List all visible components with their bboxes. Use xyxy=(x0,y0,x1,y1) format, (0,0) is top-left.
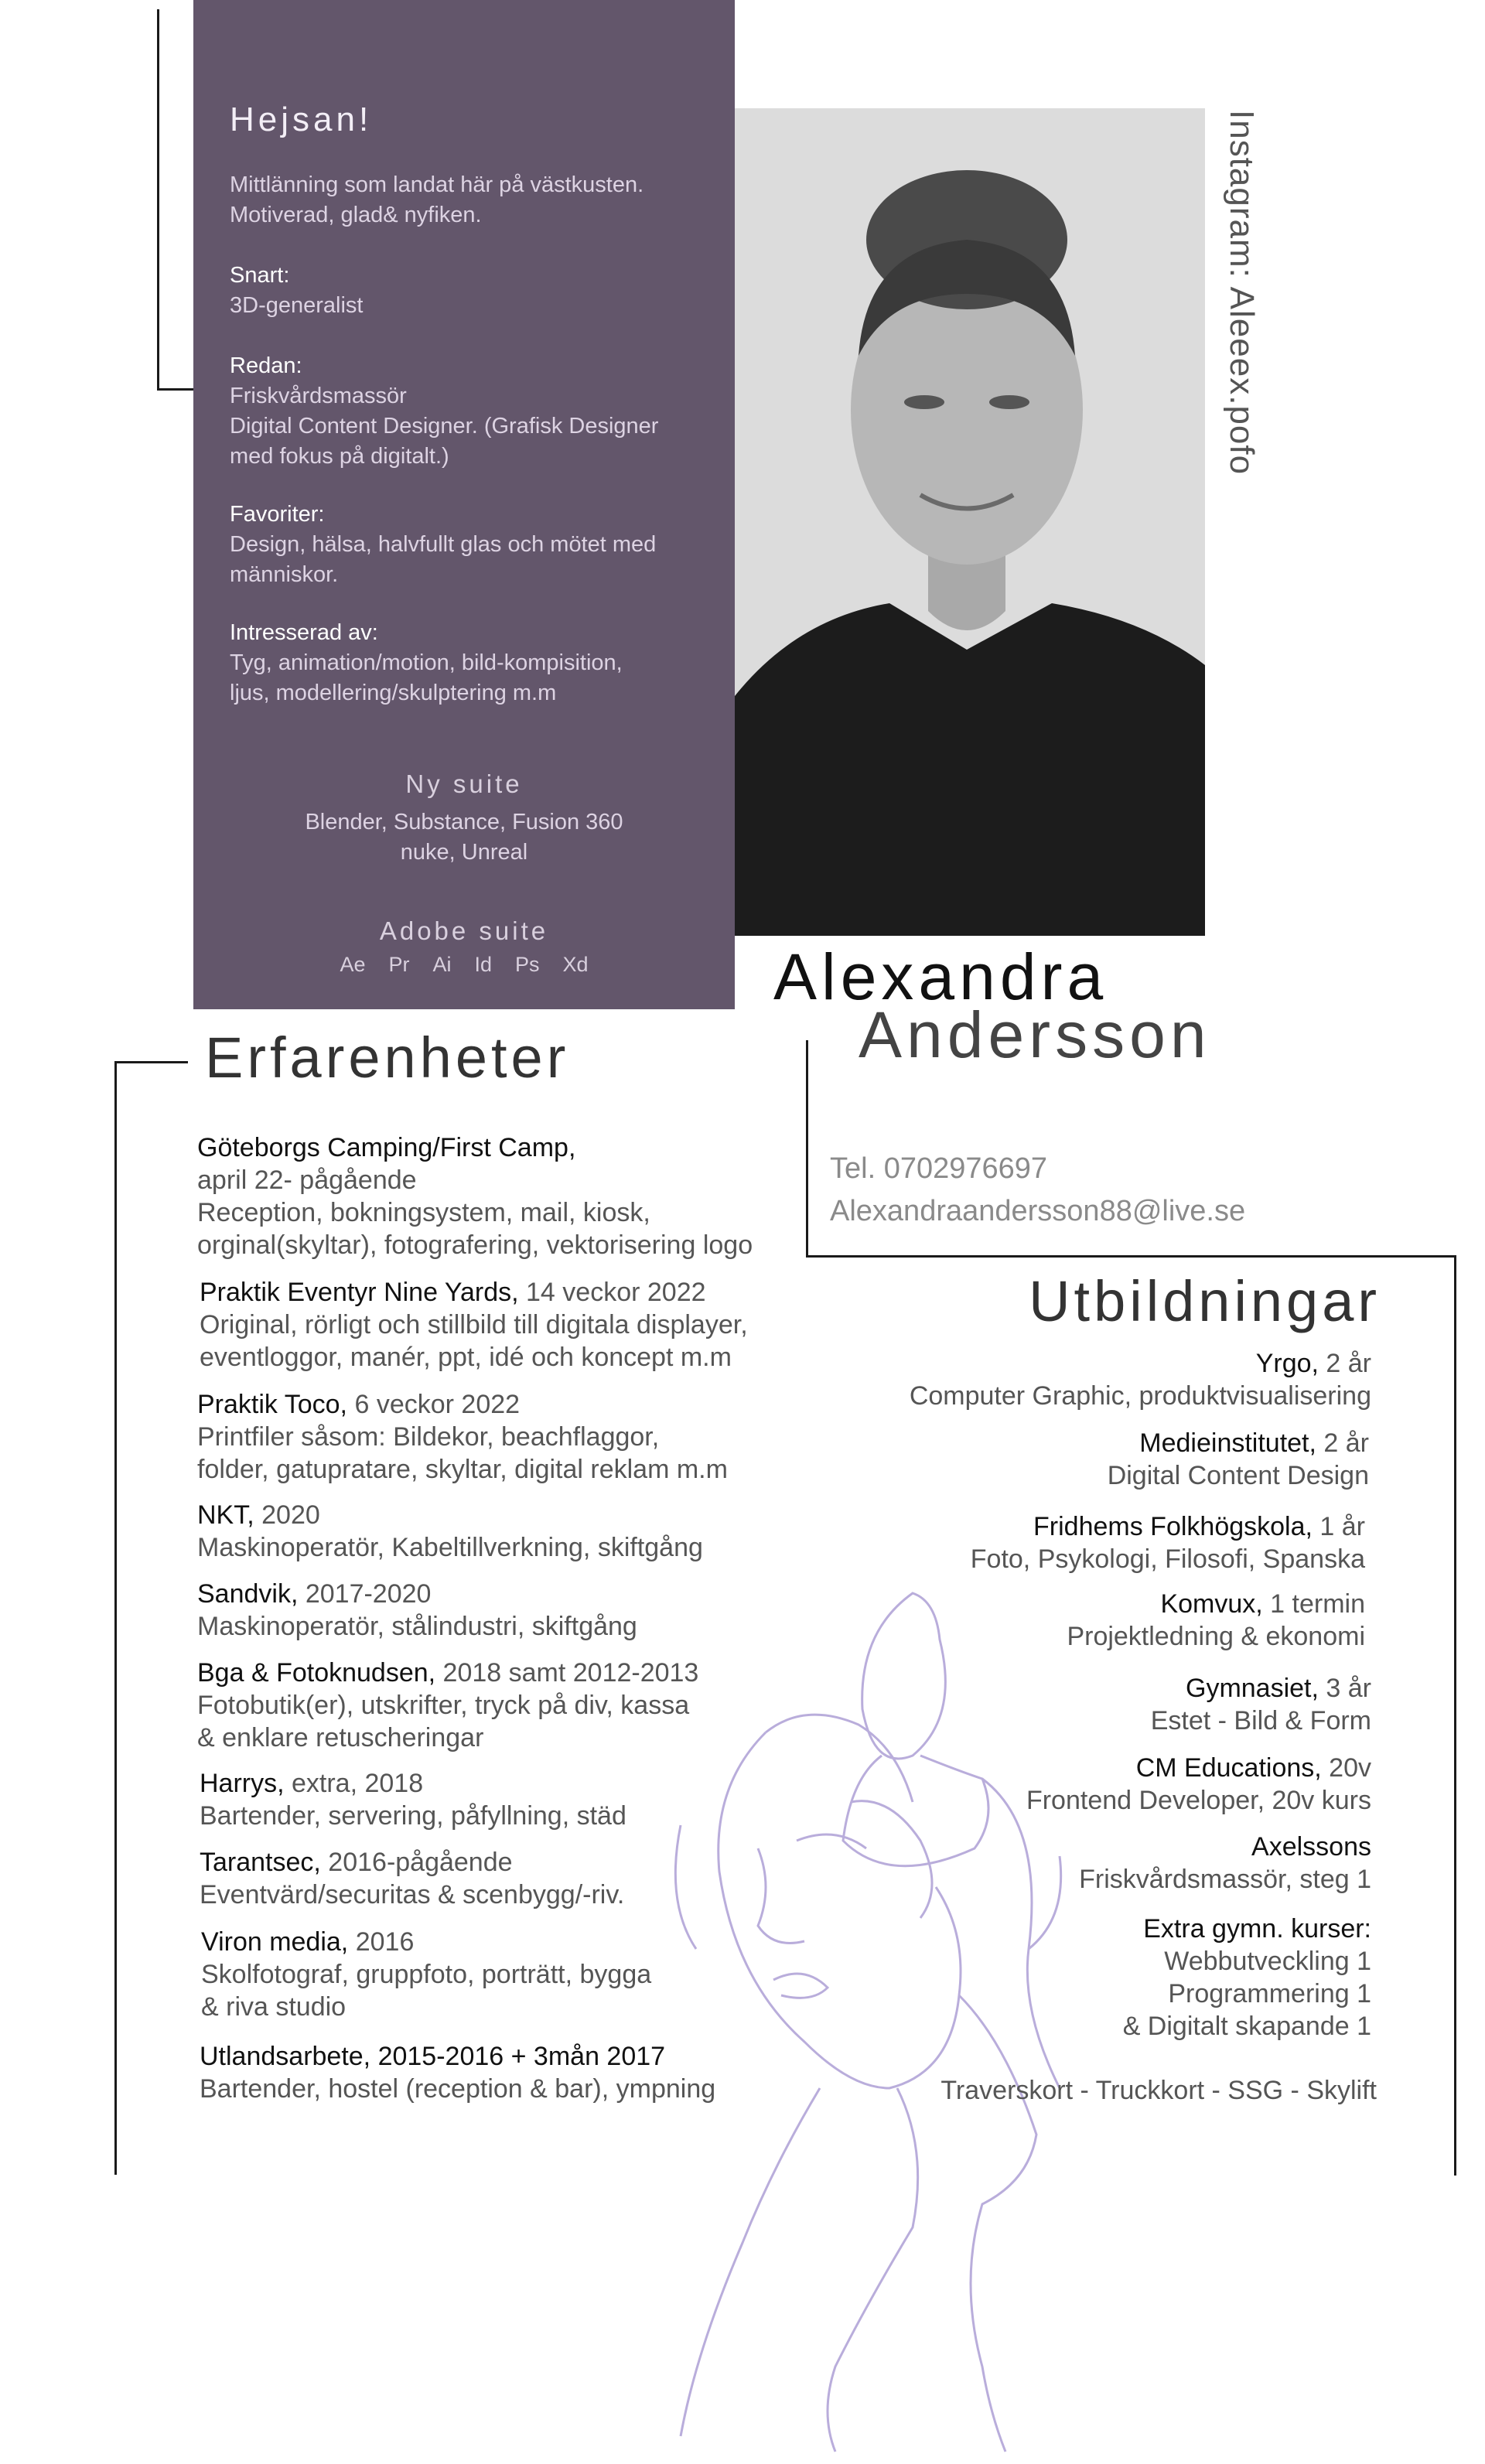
education-item: Yrgo, 2 år Computer Graphic, produktvisualisering xyxy=(909,1349,1371,1411)
first-name: Alexandra xyxy=(773,940,1108,1013)
experience-item: NKT, 2020 Maskinoperatör, Kabeltillverkning, skiftgång xyxy=(197,1500,703,1562)
education-item: Komvux, 1 termin Projektledning & ekonomi xyxy=(1067,1589,1365,1651)
experience-item: Praktik Eventyr Nine Yards, 14 veckor 2022 Original, rörligt och stillbild till digitala displayer, eventloggor, manér, ppt, idé och koncept m.m xyxy=(200,1278,748,1372)
experience-item: Sandvik, 2017-2020 Maskinoperatör, stålindustri, skiftgång xyxy=(197,1579,637,1641)
education-item: Gymnasiet, 3 år Estet - Bild & Form xyxy=(1150,1674,1371,1735)
greeting-heading: Hejsan! xyxy=(230,101,373,138)
email-address[interactable]: Alexandraandersson88@live.se xyxy=(830,1195,1246,1227)
app-xd: Xd xyxy=(562,953,589,976)
education-item: Axelssons Friskvårdsmassör, steg 1 xyxy=(1079,1832,1371,1894)
app-pr: Pr xyxy=(388,953,410,976)
experience-item: Harrys, extra, 2018 Bartender, servering, påfyllning, städ xyxy=(200,1769,626,1831)
education-item: Extra gymn. kurser: Webbutveckling 1 Programmering 1 & Digitalt skapande 1 xyxy=(1122,1914,1371,2041)
last-name: Andersson xyxy=(859,998,1211,1071)
favorites-block: Favoriter: Design, hälsa, halvfullt glas och mötet med människor. xyxy=(230,502,657,587)
experience-item: Tarantsec, 2016-pågående Eventvärd/securitas & scenbygg/-riv. xyxy=(200,1848,625,1909)
app-id: Id xyxy=(474,953,493,976)
experience-item: Göteborgs Camping/First Camp, april 22- pågående Reception, bokningsystem, mail, kiosk, orginal(skyltar), fotografering, vektorisering logo xyxy=(197,1133,753,1260)
phone-number[interactable]: Tel. 0702976697 xyxy=(830,1152,1048,1185)
app-ae: Ae xyxy=(340,953,366,976)
new-suite-list: Blender, Substance, Fusion 360 nuke, Unreal xyxy=(305,810,623,865)
certificates-line: Traverskort - Truckkort - SSG - Skylift xyxy=(940,2076,1377,2105)
education-item: Fridhems Folkhögskola, 1 år Foto, Psykologi, Filosofi, Spanska xyxy=(970,1512,1365,1574)
experience-item: Praktik Toco, 6 veckor 2022 Printfiler såsom: Bildekor, beachflaggor, folder, gatupratare, skyltar, digital reklam m.m xyxy=(197,1390,728,1484)
education-title: Utbildningar xyxy=(1029,1269,1381,1333)
app-ps: Ps xyxy=(515,953,540,976)
intro-text: Mittlänning som landat här på västkusten. Motiverad, glad& nyfiken. xyxy=(230,172,644,227)
experience-title: Erfarenheter xyxy=(205,1026,570,1090)
education-item: CM Educations, 20v Frontend Developer, 20v kurs xyxy=(1026,1753,1371,1815)
experience-item: Utlandsarbete, 2015-2016 + 3mån 2017 Bartender, hostel (reception & bar), ympning xyxy=(200,2042,716,2104)
experience-item: Bga & Fotoknudsen, 2018 samt 2012-2013 Fotobutik(er), utskrifter, tryck på div, kassa & enklare retuscheringar xyxy=(197,1658,699,1752)
education-item: Medieinstitutet, 2 år Digital Content Design xyxy=(1107,1428,1369,1490)
new-suite-title: Ny suite xyxy=(405,770,523,798)
soon-block: Snart: 3D-generalist xyxy=(230,263,364,318)
interests-block: Intresserad av: Tyg, animation/motion, bild-kompisition, ljus, modellering/skulptering m.m xyxy=(230,620,623,705)
experience-item: Viron media, 2016 Skolfotograf, gruppfoto, porträtt, bygga & riva studio xyxy=(201,1927,652,2022)
app-ai: Ai xyxy=(432,953,452,976)
instagram-handle[interactable]: Instagram: Aleeex.pofo xyxy=(1223,110,1261,476)
adobe-suite-title: Adobe suite xyxy=(379,916,549,945)
already-block: Redan: Friskvårdsmassör Digital Content Designer. (Grafisk Designer med fokus på digitalt.) xyxy=(230,353,659,469)
